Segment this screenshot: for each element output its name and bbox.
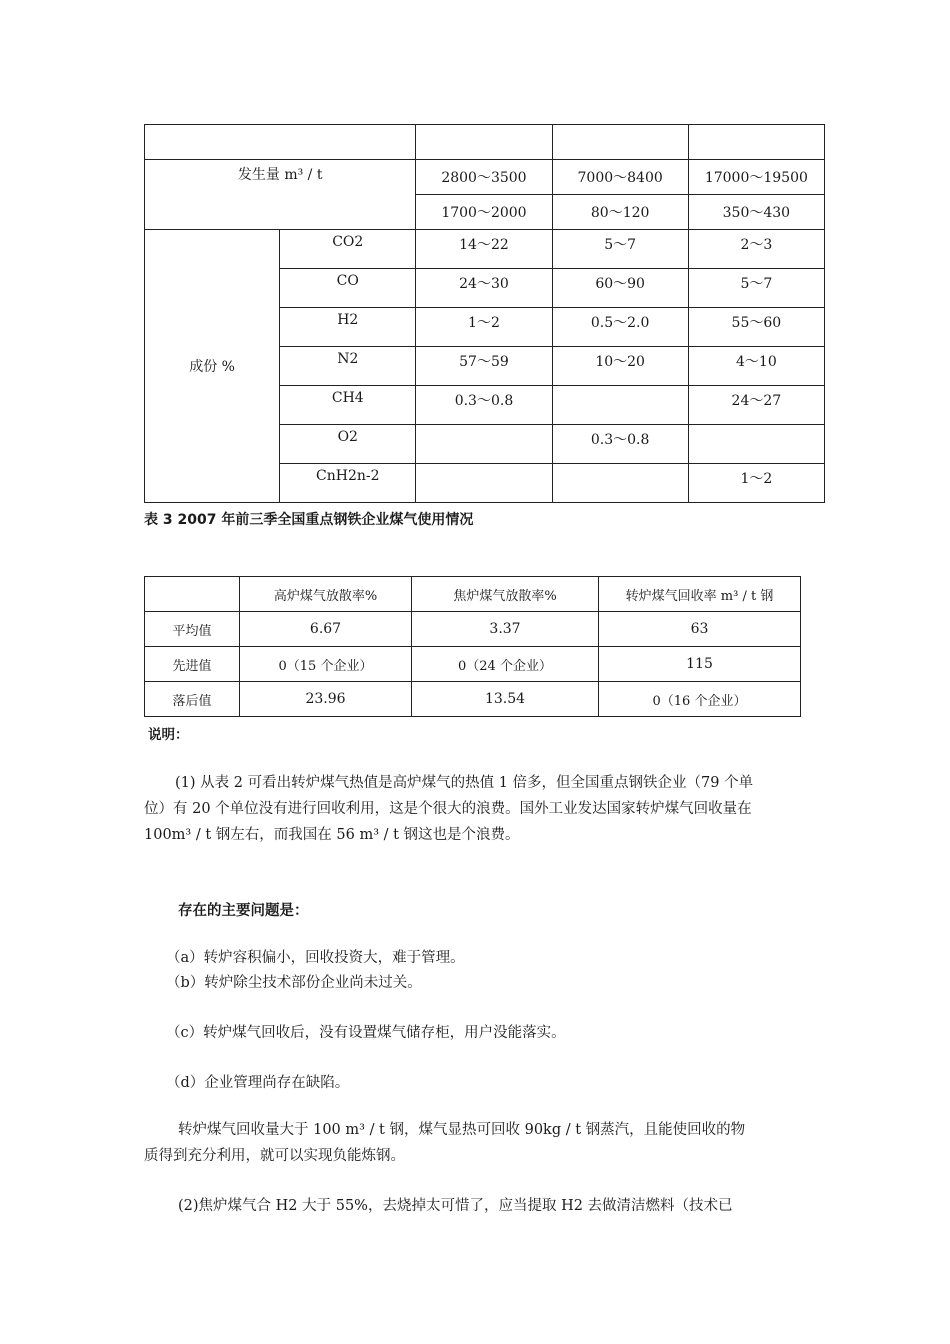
table-3-title: 表 3 2007 年前三季全国重点钢铁企业煤气使用情况	[144, 512, 474, 528]
column-header: 转炉煤气回收率 m³ / t 钢	[599, 577, 801, 612]
table-cell: 0.5～2.0	[552, 308, 688, 347]
table-row	[145, 612, 801, 647]
note-heading: 说明：	[148, 727, 189, 743]
table-cell: 17000～19500	[688, 160, 824, 195]
table-cell: 1～2	[688, 464, 824, 503]
table-cell: 55～60	[688, 308, 824, 347]
table-cell	[416, 425, 552, 464]
component-name: H2	[280, 308, 416, 347]
table-row	[145, 125, 825, 160]
text-line: 100m³ / t 钢左右，而我国在 56 m³ / t 钢这也是个浪费。	[144, 827, 520, 843]
component-name: CO	[280, 269, 416, 308]
table-cell	[145, 125, 416, 160]
table-cell: 350～430	[688, 195, 824, 230]
problems-heading: 存在的主要问题是：	[178, 903, 309, 919]
table-cell	[552, 464, 688, 503]
table-cell: 3.37	[412, 612, 599, 647]
table-cell: 14～22	[416, 230, 552, 269]
table-cell: 0（16 个企业）	[599, 682, 801, 717]
table-cell	[145, 577, 240, 612]
table-cell: 0（24 个企业）	[412, 647, 599, 682]
column-header: 高炉煤气放散率%	[240, 577, 412, 612]
table-cell: 0.3～0.8	[552, 425, 688, 464]
table-row	[145, 230, 825, 269]
table-cell	[688, 425, 824, 464]
text-line: 转炉煤气回收量大于 100 m³ / t 钢，煤气显热可回收 90kg / t 钢蒸汽，且能使回收的物	[178, 1122, 746, 1138]
component-name: N2	[280, 347, 416, 386]
table-cell	[552, 125, 688, 160]
table-cell: 5～7	[688, 269, 824, 308]
table-cell: 80～120	[552, 195, 688, 230]
row-header: 先进值	[145, 647, 240, 682]
text-line: (1) 从表 2 可看出转炉煤气热值是高炉煤气的热值 1 倍多，但全国重点钢铁企业（79 个单	[175, 775, 754, 791]
list-item: （d）企业管理尚存在缺陷。	[166, 1075, 350, 1091]
table-cell: 115	[599, 647, 801, 682]
table-cell: 2～3	[688, 230, 824, 269]
component-name: O2	[280, 425, 416, 464]
text-line: 位）有 20 个单位没有进行回收利用，这是个很大的浪费。国外工业发达国家转炉煤气回收量在	[144, 801, 752, 817]
table-cell	[416, 464, 552, 503]
table-cell	[552, 386, 688, 425]
component-name: CH4	[280, 386, 416, 425]
table-cell: 6.67	[240, 612, 412, 647]
table-cell: 1700～2000	[416, 195, 552, 230]
table-row	[145, 160, 825, 195]
generation-label: 发生量 m³ / t	[145, 160, 416, 230]
table-cell	[416, 125, 552, 160]
row-header: 落后值	[145, 682, 240, 717]
table-row	[145, 647, 801, 682]
row-header: 平均值	[145, 612, 240, 647]
table-cell	[688, 125, 824, 160]
table-cell: 5～7	[552, 230, 688, 269]
list-item: （b）转炉除尘技术部份企业尚未过关。	[166, 975, 422, 991]
table-cell: 24～27	[688, 386, 824, 425]
table-cell: 2800～3500	[416, 160, 552, 195]
composition-label: 成份 %	[145, 230, 280, 503]
table-row	[145, 577, 801, 612]
table-cell: 23.96	[240, 682, 412, 717]
table-cell: 60～90	[552, 269, 688, 308]
table-row	[145, 682, 801, 717]
table-cell: 10～20	[552, 347, 688, 386]
table-cell: 0（15 个企业）	[240, 647, 412, 682]
table-cell: 63	[599, 612, 801, 647]
text-line: 质得到充分利用，就可以实现负能炼钢。	[144, 1148, 405, 1164]
gas-properties-table	[144, 124, 825, 503]
table-cell: 13.54	[412, 682, 599, 717]
table-cell: 4～10	[688, 347, 824, 386]
component-name: CnH2n-2	[280, 464, 416, 503]
list-item: （a）转炉容积偏小，回收投资大，难于管理。	[166, 950, 465, 966]
column-header: 焦炉煤气放散率%	[412, 577, 599, 612]
gas-usage-table	[144, 576, 801, 717]
table-cell: 0.3～0.8	[416, 386, 552, 425]
component-name: CO2	[280, 230, 416, 269]
table-cell: 57～59	[416, 347, 552, 386]
list-item: （c）转炉煤气回收后，没有设置煤气储存柜，用户没能落实。	[166, 1025, 566, 1041]
table-cell: 7000～8400	[552, 160, 688, 195]
table-cell: 1～2	[416, 308, 552, 347]
paragraph-3: (2)焦炉煤气合 H2 大于 55%，去烧掉太可惜了，应当提取 H2 去做清洁燃料（技术已	[178, 1198, 733, 1214]
table-cell: 24～30	[416, 269, 552, 308]
